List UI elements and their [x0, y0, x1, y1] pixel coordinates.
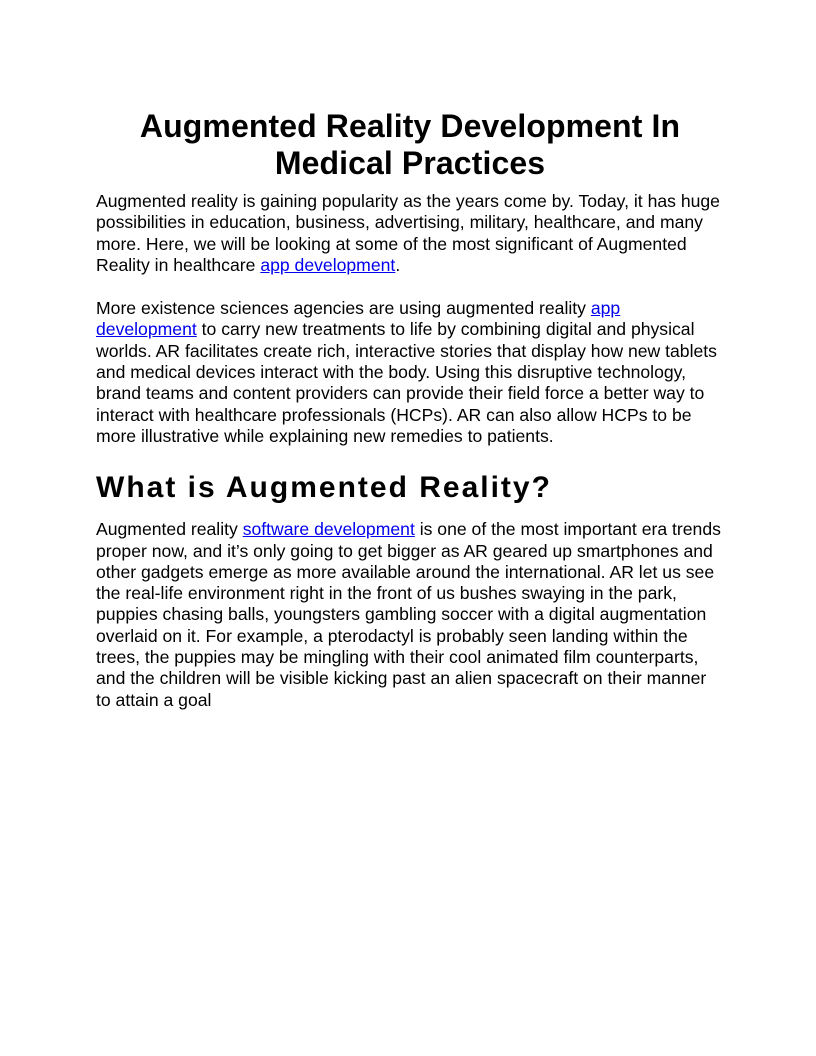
- app-development-link[interactable]: app development: [260, 254, 396, 275]
- software-development-link[interactable]: software development: [242, 519, 415, 540]
- what-is-ar-paragraph: [96, 519, 724, 711]
- page-title: Augmented Reality Development In Medical Practices: [139, 108, 681, 181]
- paragraph-text: Augmented reality: [96, 519, 243, 540]
- life-sciences-paragraph: [96, 298, 724, 447]
- intro-paragraph: [96, 191, 724, 276]
- intro-text-end: .: [395, 254, 401, 275]
- paragraph-text-end: is one of the most important era trends proper now, and it’s only going to get bigger as AR geared up smartphones and other gadgets emerge as more available around the international. AR let us see the real-life environment right in the front of us bushes swaying in the park, puppies chasing balls, youngsters gambling soccer with a digital augmentation overlaid on it. For example, a pterodactyl is probably seen landing within the trees, the puppies may be mingling with their cool animated film counterparts, and the children will be visible kicking past an alien spacecraft on their manner to attain a goal: [96, 519, 721, 710]
- app-development-link-2[interactable]: app development: [96, 298, 621, 340]
- document-page: [96, 108, 724, 711]
- intro-text: Augmented reality is gaining popularity as the years come by. Today, it has huge possibilities in education, business, advertising, military, healthcare, and many more. Here, we will be looking at some of the most significant of Augmented Reality in healthcare: [96, 191, 720, 275]
- paragraph-text: More existence sciences agencies are using augmented reality: [96, 298, 591, 319]
- section-heading: What is Augmented Reality?: [96, 471, 552, 505]
- paragraph-text-end: to carry new treatments to life by combining digital and physical worlds. AR facilitates create rich, interactive stories that display how new tablets and medical devices interact with the body. Using this disruptive technology, brand teams and content providers can provide their field force a better way to interact with healthcare professionals (HCPs). AR can also allow HCPs to be more illustrative while explaining new remedies to patients.: [96, 319, 717, 446]
